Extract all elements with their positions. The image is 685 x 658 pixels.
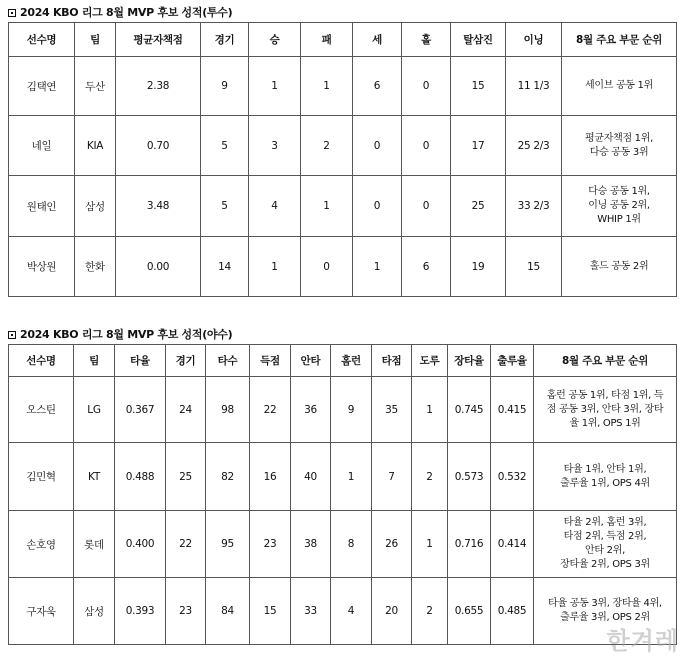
- header-cell: 승: [249, 23, 301, 57]
- ranking-note-cell: 다승 공동 1위, 이닝 공동 2위, WHIP 1위: [562, 176, 677, 237]
- stat-cell: 8: [331, 511, 372, 578]
- header-cell: 세: [353, 23, 402, 57]
- square-bullet-icon: [8, 9, 16, 17]
- header-cell: 타수: [206, 345, 250, 377]
- stat-cell: 1: [249, 57, 301, 116]
- stat-cell: 5: [201, 116, 249, 176]
- stat-cell: 23: [250, 511, 291, 578]
- player-name-cell: 오스틴: [9, 377, 74, 443]
- header-cell: 경기: [166, 345, 206, 377]
- stat-cell: 2.38: [116, 57, 201, 116]
- team-cell: 두산: [75, 57, 116, 116]
- stat-cell: 82: [206, 443, 250, 511]
- stat-cell: 98: [206, 377, 250, 443]
- stat-cell: 1: [301, 176, 353, 237]
- player-name-cell: 김민혁: [9, 443, 74, 511]
- stat-cell: 2: [412, 578, 448, 645]
- stat-cell: 26: [372, 511, 412, 578]
- stat-cell: 14: [201, 237, 249, 297]
- stat-cell: 95: [206, 511, 250, 578]
- stat-cell: 33 2/3: [506, 176, 562, 237]
- stat-cell: 19: [451, 237, 506, 297]
- stat-cell: 1: [353, 237, 402, 297]
- table-row: [9, 377, 677, 443]
- pitcher-header-row: [9, 23, 677, 57]
- stat-cell: 0.414: [491, 511, 534, 578]
- stat-cell: 20: [372, 578, 412, 645]
- stat-cell: 0.745: [448, 377, 491, 443]
- header-cell: 득점: [250, 345, 291, 377]
- table-row: [9, 443, 677, 511]
- stat-cell: 9: [201, 57, 249, 116]
- team-cell: 삼성: [74, 578, 115, 645]
- stat-cell: 0: [402, 116, 451, 176]
- stat-cell: 1: [331, 443, 372, 511]
- header-cell: 평균자책점: [116, 23, 201, 57]
- player-name-cell: 네일: [9, 116, 75, 176]
- stat-cell: 1: [301, 57, 353, 116]
- table-row: [9, 116, 677, 176]
- ranking-note-cell: 타율 2위, 홈런 3위, 타점 2위, 득점 2위, 안타 2위, 장타율 2위, OPS 3위: [534, 511, 677, 578]
- table-row: [9, 511, 677, 578]
- stat-cell: 25: [166, 443, 206, 511]
- stat-cell: 15: [506, 237, 562, 297]
- table-row: [9, 237, 677, 297]
- batter-table-title: 2024 KBO 리그 8월 MVP 후보 성적(야수): [20, 328, 233, 341]
- stat-cell: 24: [166, 377, 206, 443]
- pitcher-table: [8, 22, 677, 297]
- stat-cell: 6: [353, 57, 402, 116]
- stat-cell: 0: [353, 116, 402, 176]
- stat-cell: 5: [201, 176, 249, 237]
- header-cell: 출루율: [491, 345, 534, 377]
- header-cell: 도루: [412, 345, 448, 377]
- stat-cell: 4: [331, 578, 372, 645]
- team-cell: 삼성: [75, 176, 116, 237]
- header-cell: 장타율: [448, 345, 491, 377]
- stat-cell: 6: [402, 237, 451, 297]
- ranking-note-cell: 홀드 공동 2위: [562, 237, 677, 297]
- stat-cell: 0: [402, 57, 451, 116]
- stat-cell: 0.415: [491, 377, 534, 443]
- stat-cell: 0.716: [448, 511, 491, 578]
- player-name-cell: 김택연: [9, 57, 75, 116]
- header-cell: 팀: [75, 23, 116, 57]
- header-cell: 홈런: [331, 345, 372, 377]
- stat-cell: 0: [353, 176, 402, 237]
- header-cell: 이닝: [506, 23, 562, 57]
- header-cell: 8월 주요 부문 순위: [534, 345, 677, 377]
- stat-cell: 25: [451, 176, 506, 237]
- stat-cell: 1: [249, 237, 301, 297]
- pitcher-table-title: 2024 KBO 리그 8월 MVP 후보 성적(투수): [20, 6, 233, 19]
- header-cell: 경기: [201, 23, 249, 57]
- stat-cell: 0: [402, 176, 451, 237]
- header-cell: 안타: [291, 345, 331, 377]
- stat-cell: 1: [412, 511, 448, 578]
- stat-cell: 3.48: [116, 176, 201, 237]
- stat-cell: 7: [372, 443, 412, 511]
- pitcher-section: [8, 4, 676, 297]
- batter-table: [8, 344, 677, 645]
- player-name-cell: 원태인: [9, 176, 75, 237]
- stat-cell: 0: [301, 237, 353, 297]
- watermark-logo: 한겨레: [606, 627, 679, 655]
- stat-cell: 15: [250, 578, 291, 645]
- stat-cell: 9: [331, 377, 372, 443]
- stat-cell: 23: [166, 578, 206, 645]
- stat-cell: 4: [249, 176, 301, 237]
- team-cell: 롯데: [74, 511, 115, 578]
- team-cell: KT: [74, 443, 115, 511]
- team-cell: 한화: [75, 237, 116, 297]
- pitcher-title-row: [8, 4, 676, 22]
- header-cell: 선수명: [9, 345, 74, 377]
- ranking-note-cell: 평균자책점 1위, 다승 공동 3위: [562, 116, 677, 176]
- stat-cell: 0.532: [491, 443, 534, 511]
- header-cell: 홀: [402, 23, 451, 57]
- stat-cell: 0.400: [115, 511, 166, 578]
- square-bullet-icon: [8, 331, 16, 339]
- player-name-cell: 손호영: [9, 511, 74, 578]
- ranking-note-cell: 세이브 공동 1위: [562, 57, 677, 116]
- header-cell: 타율: [115, 345, 166, 377]
- stat-cell: 0.573: [448, 443, 491, 511]
- stat-cell: 35: [372, 377, 412, 443]
- stat-cell: 0.488: [115, 443, 166, 511]
- header-cell: 선수명: [9, 23, 75, 57]
- stat-cell: 11 1/3: [506, 57, 562, 116]
- stat-cell: 0.00: [116, 237, 201, 297]
- stat-cell: 0.367: [115, 377, 166, 443]
- ranking-note-cell: 타율 1위, 안타 1위, 출루율 1위, OPS 4위: [534, 443, 677, 511]
- stat-cell: 0.70: [116, 116, 201, 176]
- header-cell: 패: [301, 23, 353, 57]
- batter-title-row: [8, 326, 676, 344]
- stat-cell: 2: [301, 116, 353, 176]
- stat-cell: 22: [166, 511, 206, 578]
- ranking-note-cell: 타율 공동 3위, 장타율 4위, 출루율 3위, OPS 2위: [534, 578, 677, 645]
- player-name-cell: 구자욱: [9, 578, 74, 645]
- header-cell: 8월 주요 부문 순위: [562, 23, 677, 57]
- header-cell: 팀: [74, 345, 115, 377]
- stat-cell: 16: [250, 443, 291, 511]
- stat-cell: 22: [250, 377, 291, 443]
- stat-cell: 84: [206, 578, 250, 645]
- team-cell: LG: [74, 377, 115, 443]
- stat-cell: 1: [412, 377, 448, 443]
- stat-cell: 40: [291, 443, 331, 511]
- stat-cell: 17: [451, 116, 506, 176]
- stat-cell: 0.393: [115, 578, 166, 645]
- stat-cell: 15: [451, 57, 506, 116]
- stat-cell: 0.485: [491, 578, 534, 645]
- table-row: [9, 57, 677, 116]
- stat-cell: 25 2/3: [506, 116, 562, 176]
- player-name-cell: 박상원: [9, 237, 75, 297]
- table-row: [9, 578, 677, 645]
- header-cell: 탈삼진: [451, 23, 506, 57]
- stat-cell: 2: [412, 443, 448, 511]
- stat-cell: 0.655: [448, 578, 491, 645]
- stat-cell: 38: [291, 511, 331, 578]
- batter-section: [8, 326, 676, 645]
- stat-cell: 3: [249, 116, 301, 176]
- team-cell: KIA: [75, 116, 116, 176]
- stat-cell: 33: [291, 578, 331, 645]
- batter-header-row: [9, 345, 677, 377]
- ranking-note-cell: 홈런 공동 1위, 타점 1위, 득 점 공동 3위, 안타 3위, 장타 율 1위, OPS 1위: [534, 377, 677, 443]
- stat-cell: 36: [291, 377, 331, 443]
- header-cell: 타점: [372, 345, 412, 377]
- table-row: [9, 176, 677, 237]
